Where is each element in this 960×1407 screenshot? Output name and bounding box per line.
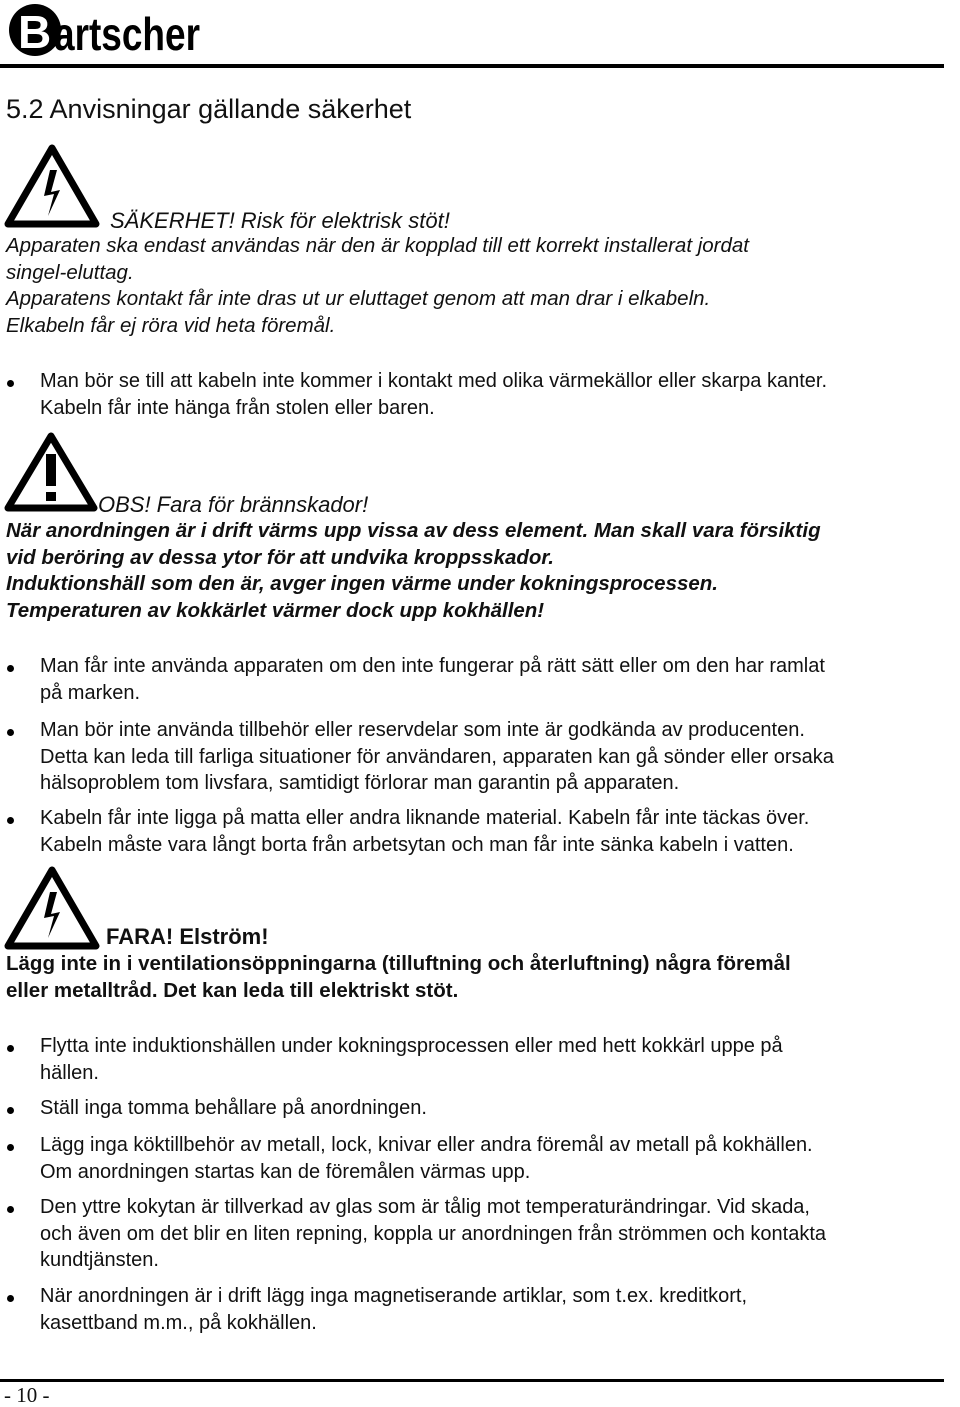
warning-electric-line: Apparatens kontakt får inte dras ut ur eluttaget genom att man drar i elkabeln.	[6, 287, 711, 310]
list-item-line: Ställ inga tomma behållare på anordningen.	[40, 1097, 427, 1119]
page-number: - 10 -	[4, 1383, 50, 1407]
bullet-marker	[7, 1206, 14, 1213]
bartscher-logo	[6, 0, 206, 60]
bullet-marker	[7, 1144, 14, 1151]
list-item-line: och även om det blir en liten repning, koppla ur anordningen från strömmen och kontakta	[40, 1222, 827, 1245]
warning-electric-line: singel-eluttag.	[6, 260, 134, 284]
list-item	[40, 1283, 958, 1336]
warning-danger-line: eller metalltråd. Det kan leda till elektriskt stöt.	[6, 978, 459, 1002]
warning-danger-heading: FARA! Elström!	[106, 924, 269, 949]
list-item-line: Kabeln måste vara långt borta från arbetsytan och man får inte sänka kabeln i vatten.	[40, 833, 794, 856]
warning-danger-text	[6, 951, 956, 1004]
list-item	[40, 1095, 958, 1122]
list-item-line: Man bör se till att kabeln inte kommer i kontakt med olika värmekällor eller skarpa kanter.	[40, 370, 828, 392]
list-item-line: Den yttre kokytan är tillverkad av glas som är tålig mot temperaturändringar. Vid skada,	[40, 1196, 810, 1218]
bullet-marker	[7, 1045, 14, 1052]
list-item-line: på marken.	[40, 681, 141, 704]
bullet-marker	[7, 1295, 14, 1302]
section-title: 5.2 Anvisningar gällande säkerhet	[6, 94, 412, 124]
list-item	[40, 1132, 958, 1185]
warning-burn-line: Induktionshäll som den är, avger ingen värme under kokningsprocessen.	[6, 572, 719, 595]
svg-text:B: B	[18, 6, 52, 58]
svg-text:artscher: artscher	[54, 8, 201, 60]
list-item-line: Detta kan leda till farliga situationer för användaren, apparaten kan gå sönder eller orsaka	[40, 745, 834, 768]
list-item	[40, 653, 958, 706]
list-item-line: Kabeln får inte ligga på matta eller andra liknande material. Kabeln får inte täckas över.	[40, 807, 810, 829]
list-item-line: hällen.	[40, 1061, 99, 1084]
warning-electric-text	[6, 233, 956, 339]
bullet-marker	[7, 729, 14, 736]
list-item	[40, 717, 958, 797]
list-item-line: Lägg inga köktillbehör av metall, lock, knivar eller andra föremål av metall på kokhällen.	[40, 1134, 813, 1156]
list-item	[40, 805, 958, 858]
warning-electric-line: Elkabeln får ej röra vid heta föremål.	[6, 313, 336, 337]
warning-danger-line: Lägg inte in i ventilationsöppningarna (tilluftning och återluftning) några föremål	[6, 952, 791, 975]
warning-burn-text	[6, 518, 956, 624]
warning-electric-heading: SÄKERHET! Risk för elektrisk stöt!	[110, 208, 450, 233]
bullet-marker	[7, 380, 14, 387]
bullet-marker	[7, 1107, 14, 1114]
warning-burn-line: Temperaturen av kokkärlet värmer dock upp kokhällen!	[6, 598, 545, 622]
warning-burn-line: vid beröring av dessa ytor för att undvika kroppsskador.	[6, 545, 554, 569]
footer-rule	[0, 1379, 944, 1382]
warning-electric-line: Apparaten ska endast användas när den är kopplad till ett korrekt installerat jordat	[6, 234, 749, 257]
list-item	[40, 1194, 958, 1274]
list-item-line: kasettband m.m., på kokhällen.	[40, 1311, 317, 1334]
list-item-line: hälsoproblem tom livsfara, samtidigt förlorar man garantin på apparaten.	[40, 772, 680, 794]
list-item	[40, 1033, 958, 1086]
list-item-line: När anordningen är i drift lägg inga magnetiserande artiklar, som t.ex. kreditkort,	[40, 1285, 748, 1307]
bullet-marker	[7, 817, 14, 824]
warning-burn-heading: OBS! Fara för brännskador!	[98, 492, 369, 517]
list-item-line: kundtjänsten.	[40, 1249, 159, 1271]
list-item-line: Flytta inte induktionshällen under kokningsprocessen eller med hett kokkärl uppe på	[40, 1035, 783, 1057]
list-item	[40, 368, 958, 421]
list-item-line: Man får inte använda apparaten om den inte fungerar på rätt sätt eller om den har ramlat	[40, 655, 825, 677]
warning-burn-line: När anordningen är i drift värms upp vissa av dess element. Man skall vara försiktig	[6, 519, 821, 542]
list-item-line: Kabeln får inte hänga från stolen eller baren.	[40, 396, 435, 419]
bullet-marker	[7, 665, 14, 672]
list-item-line: Man bör inte använda tillbehör eller reservdelar som inte är godkända av producenten.	[40, 719, 805, 741]
list-item-line: Om anordningen startas kan de föremålen värmas upp.	[40, 1160, 531, 1183]
header-rule	[0, 64, 944, 68]
